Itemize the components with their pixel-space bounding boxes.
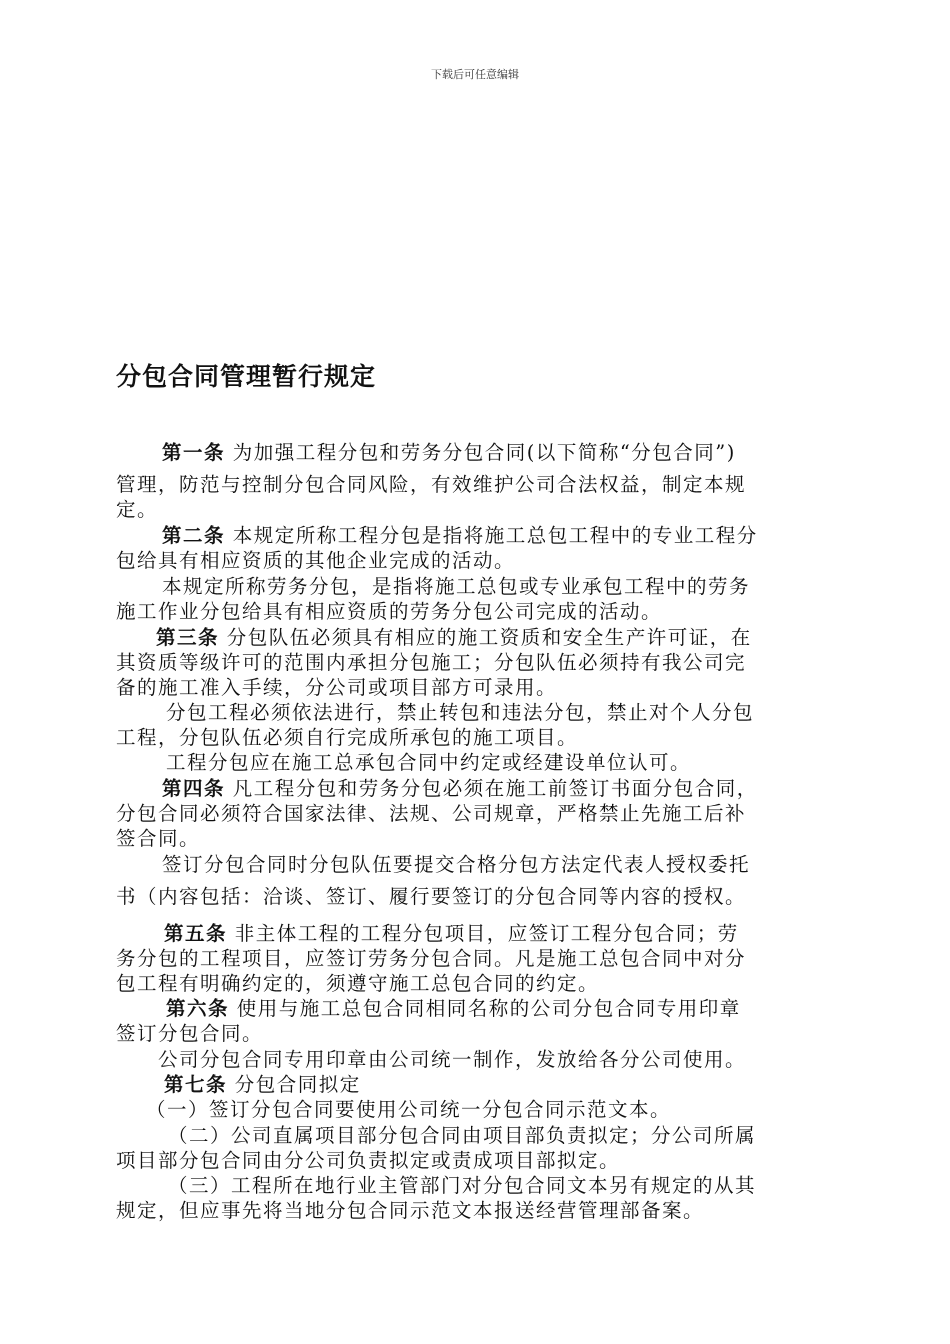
line-text: 签订分包合同时分包队伍要提交合格分包方法定代表人授权委托	[162, 853, 751, 876]
page-header-note: 下载后可任意编辑	[431, 68, 519, 81]
line-text: 施工作业分包给具有相应资质的劳务分包公司完成的活动。	[116, 600, 663, 623]
article-number: 第一条	[162, 441, 226, 464]
paragraph-line	[166, 751, 691, 775]
line-text: 为加强工程分包和劳务分包合同(以下简称“分包合同”)	[225, 441, 736, 464]
paragraph-line	[116, 885, 746, 909]
paragraph-line	[116, 726, 578, 750]
article-number: 第五条	[164, 922, 228, 945]
line-text: 包工程有明确约定的，须遵守施工总包合同的约定。	[116, 972, 600, 995]
article-number: 第六条	[166, 997, 230, 1020]
line-text: （一）签订分包合同要使用公司统一分包合同示范文本。	[146, 1098, 672, 1121]
article-heading-line	[162, 777, 758, 801]
line-text: 签合同。	[116, 827, 201, 850]
article-heading-line	[164, 1073, 361, 1097]
paragraph-line	[168, 1124, 756, 1148]
line-text: 规定，但应事先将当地分包合同示范文本报送经营管理部备案。	[116, 1199, 705, 1222]
line-text: 使用与施工总包合同相同名称的公司分包合同专用印章	[229, 997, 741, 1020]
paragraph-line	[116, 600, 662, 624]
line-text: 分包合同拟定	[227, 1073, 361, 1096]
line-text: 本规定所称劳务分包，是指将施工总包或专业承包工程中的劳务	[162, 575, 751, 598]
line-text: 包给具有相应资质的其他企业完成的活动。	[116, 549, 516, 572]
line-text: 凡工程分包和劳务分包必须在施工前签订书面分包合同，	[225, 777, 758, 800]
paragraph-line	[116, 473, 746, 497]
paragraph-line	[116, 972, 599, 996]
paragraph-line	[168, 1174, 756, 1198]
line-text: 书（内容包括：洽谈、签订、履行要签订的分包合同等内容的授权。	[116, 885, 747, 908]
line-text: （二）公司直属项目部分包合同由项目部负责拟定；分公司所属	[168, 1124, 757, 1147]
line-text: 分包合同必须符合国家法律、法规、公司规章，严格禁止先施工后补	[116, 802, 747, 825]
paragraph-line	[116, 1199, 704, 1223]
line-text: （三）工程所在地行业主管部门对分包合同文本另有规定的从其	[168, 1174, 757, 1197]
paragraph-line	[146, 1098, 671, 1122]
paragraph-line	[158, 1048, 746, 1072]
paragraph-line	[116, 947, 746, 971]
document-title: 分包合同管理暂行规定	[116, 362, 377, 391]
article-heading-line	[162, 441, 736, 465]
line-text: 备的施工准入手续，分公司或项目部方可录用。	[116, 676, 558, 699]
article-heading-line	[164, 922, 739, 946]
paragraph-line	[116, 498, 158, 522]
line-text: 分包工程必须依法进行，禁止转包和违法分包，禁止对个人分包	[166, 701, 755, 724]
article-heading-line	[162, 524, 758, 548]
line-text: 工程分包应在施工总承包合同中约定或经建设单位认可。	[166, 751, 692, 774]
line-text: 本规定所称工程分包是指将施工总包工程中的专业工程分	[225, 524, 758, 547]
paragraph-line	[116, 1022, 263, 1046]
paragraph-line	[116, 549, 515, 573]
line-text: 公司分包合同专用印章由公司统一制作，发放给各分公司使用。	[158, 1048, 747, 1071]
line-text: 管理，防范与控制分包合同风险，有效维护公司合法权益，制定本规	[116, 473, 747, 496]
paragraph-line	[116, 1149, 620, 1173]
paragraph-line	[162, 853, 750, 877]
paragraph-line	[166, 701, 754, 725]
article-number: 第七条	[164, 1073, 228, 1096]
paragraph-line	[116, 676, 557, 700]
article-number: 第四条	[162, 777, 226, 800]
line-text: 定。	[116, 498, 159, 521]
line-text: 分包队伍必须具有相应的施工资质和安全生产许可证，在	[219, 626, 752, 649]
paragraph-line	[162, 575, 750, 599]
paragraph-line	[116, 651, 746, 675]
article-number: 第二条	[162, 524, 226, 547]
article-heading-line	[166, 997, 741, 1021]
article-heading-line	[156, 626, 752, 650]
line-text: 其资质等级许可的范围内承担分包施工；分包队伍必须持有我公司完	[116, 651, 747, 674]
line-text: 签订分包合同。	[116, 1022, 264, 1045]
article-number: 第三条	[156, 626, 220, 649]
paragraph-line	[116, 802, 746, 826]
paragraph-line	[116, 827, 200, 851]
line-text: 务分包的工程项目，应签订劳务分包合同。凡是施工总包合同中对分	[116, 947, 747, 970]
line-text: 非主体工程的工程分包项目，应签订工程分包合同；劳	[227, 922, 739, 945]
line-text: 工程，分包队伍必须自行完成所承包的施工项目。	[116, 726, 579, 749]
line-text: 项目部分包合同由分公司负责拟定或责成项目部拟定。	[116, 1149, 621, 1172]
